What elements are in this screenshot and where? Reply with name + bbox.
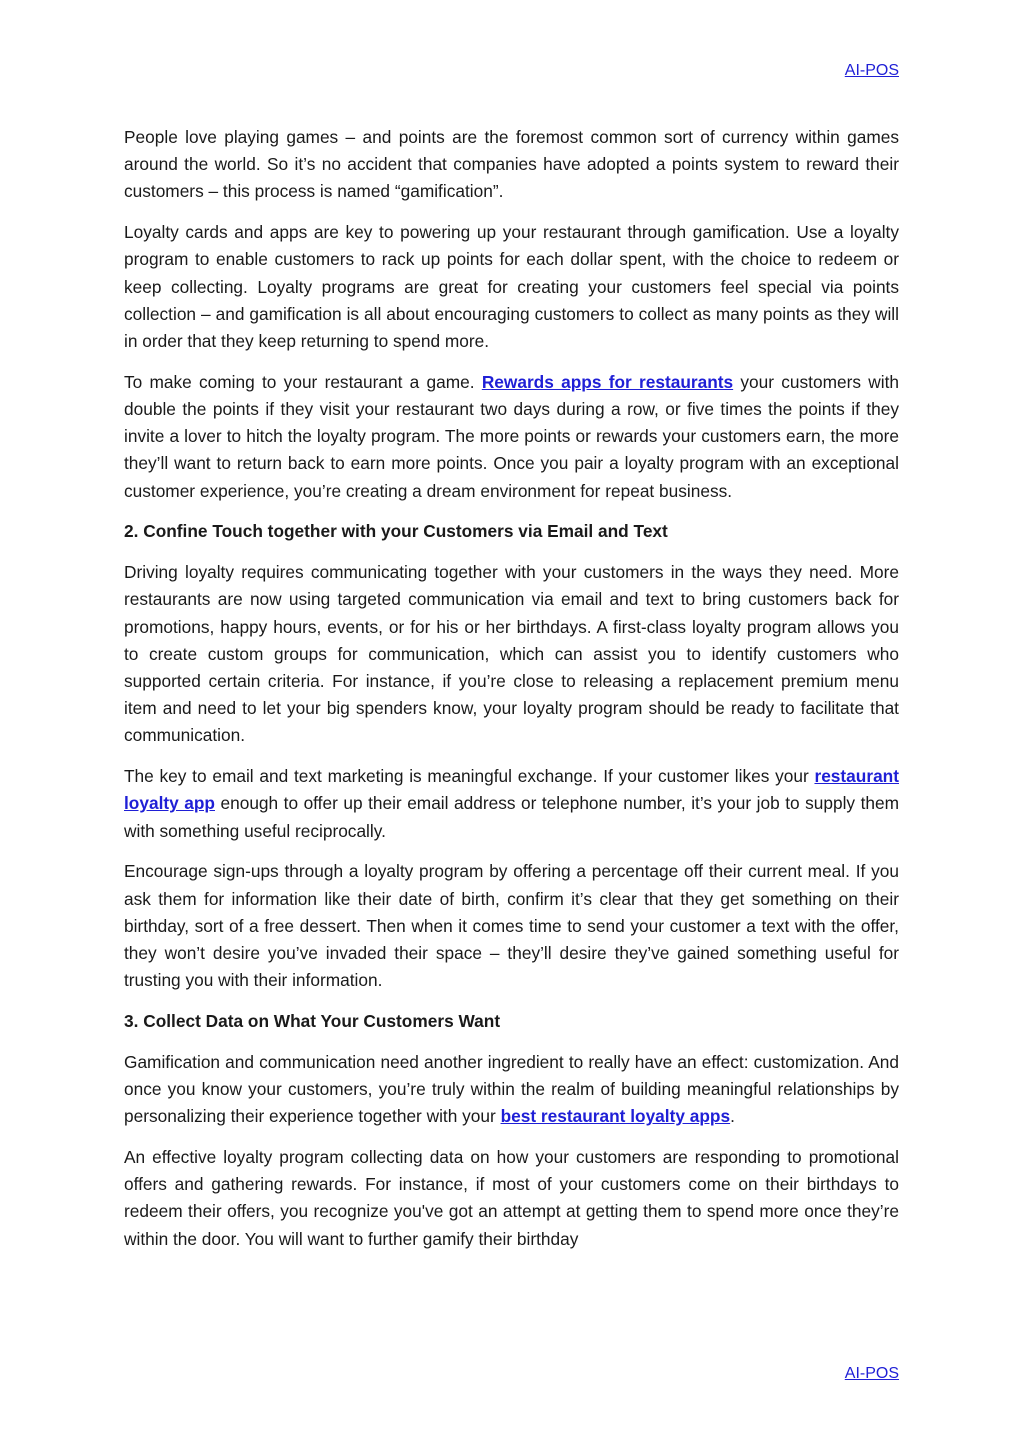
restaurant-loyalty-app-link[interactable]: restaurant loyalty app	[124, 766, 899, 814]
footer-ai-pos-link[interactable]: AI-POS	[844, 1365, 899, 1382]
paragraph-email-text-marketing	[124, 763, 899, 845]
paragraph-text: To make coming to your restaurant a game.	[124, 371, 482, 392]
paragraph-make-it-a-game	[124, 369, 899, 505]
paragraph-encourage-signups: Encourage sign-ups through a loyalty program by offering a percentage off their current meal. If you ask them for information like their date of birth, confirm it’s clear that they get something on their birthday, sort of a free dessert. Then when it comes time to send your customer a text with the offer, they won’t desire you’ve invaded their space – they’ll desire they’ve gained something useful for trusting you with their information.	[124, 861, 899, 991]
section-heading-email-text: 2. Confine Touch together with your Customers via Email and Text	[124, 521, 668, 542]
paragraph-text: your customers with double the points if they visit your restaurant two days during a row, or five times the points if they invite a lover to hitch the loyalty program. The more points or rewards your customers earn, the more they’ll want to return back to earn more points. Once you pair a loyalty program with an exceptional customer experience, you’re creating a dream environment for repeat business.	[124, 371, 899, 501]
paragraph-effective-program: An effective loyalty program collecting data on how your customers are responding to promotional offers and gathering rewards. For instance, if most of your customers come on their birthdays to redeem their offers, you recognize you've got an attempt at getting them to spend more once they’re within the door. You will want to further gamify their birthday	[124, 1147, 899, 1249]
article-body	[124, 124, 899, 1253]
paragraph-customization	[124, 1049, 899, 1131]
paragraph-loyalty-cards: Loyalty cards and apps are key to powering up your restaurant through gamification. Use a loyalty program to enable customers to rack up points for each dollar spent, with the choice to redeem or keep collecting. Loyalty programs are great for creating your customers feel special via points collection – and gamification is all about encouraging customers to collect as many points as they will in order that they keep returning to spend more.	[124, 222, 899, 352]
rewards-apps-link[interactable]: Rewards apps for restaurants	[481, 371, 734, 392]
paragraph-text: The key to email and text marketing is meaningful exchange. If your customer likes your	[124, 766, 815, 787]
best-restaurant-loyalty-apps-link[interactable]: best restaurant loyalty apps	[500, 1106, 731, 1127]
paragraph-driving-loyalty: Driving loyalty requires communicating together with your customers in the ways they need. More restaurants are now using targeted communication via email and text to bring customers back for promotions, happy hours, events, or for his or her birthdays. A first-class loyalty program allows you to create custom groups for communication, which can assist you to identify customers who supported certain criteria. For instance, if you’re close to releasing a replacement premium menu item and need to let your big spenders know, your loyalty program should be ready to facilitate that communication.	[124, 562, 899, 746]
section-heading-collect-data: 3. Collect Data on What Your Customers Want	[124, 1011, 501, 1032]
paragraph-text: .	[730, 1106, 735, 1127]
paragraph-text: Gamification and communication need another ingredient to really have an effect: customization. And once you know your customers, you’re truly within the realm of building meaningful relationships by personalizing their experience together with your	[124, 1051, 899, 1127]
paragraph-gamification-intro: People love playing games – and points are the foremost common sort of currency within games around the world. So it’s no accident that companies have adopted a points system to reward their customers – this process is named “gamification”.	[124, 127, 899, 202]
paragraph-text: enough to offer up their email address or telephone number, it’s your job to supply them with something useful reciprocally.	[124, 793, 899, 841]
header-ai-pos-link[interactable]: AI-POS	[844, 62, 899, 79]
